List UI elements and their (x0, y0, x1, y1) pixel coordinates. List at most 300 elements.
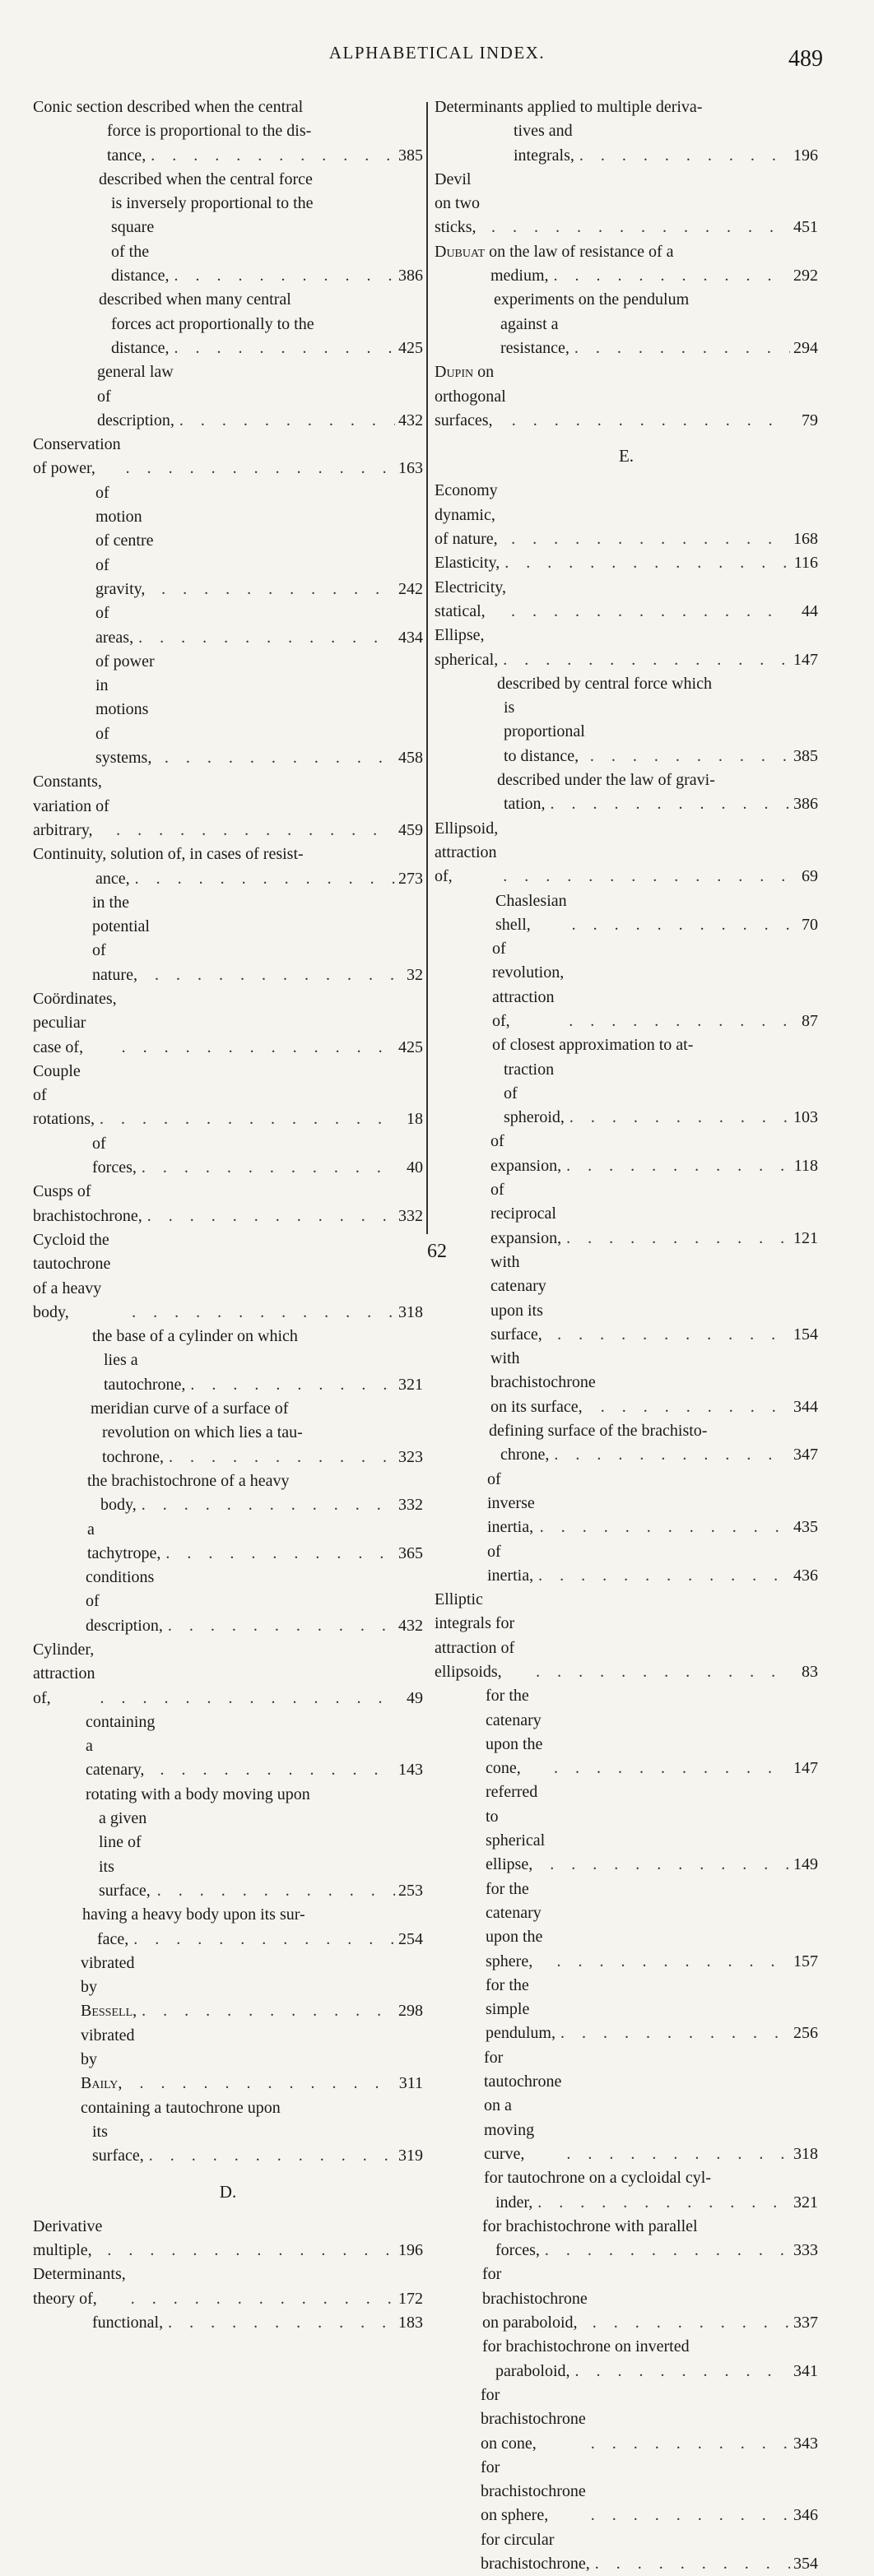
dot-leader (133, 626, 395, 650)
entry-heading: Continuity, solution of, in cases of resist- (33, 845, 304, 864)
entry-text (33, 1638, 95, 1710)
entry-heading: Economy dynamic, of nature, (435, 481, 498, 549)
entry-text (486, 1877, 552, 1974)
dot-leader (155, 1758, 395, 1782)
index-entry (33, 313, 423, 337)
column-divider (426, 102, 428, 1234)
page-ref: 157 (793, 1952, 818, 1970)
dot-leader (170, 264, 395, 288)
entry-heading: tation, (504, 795, 546, 814)
index-entry (435, 168, 818, 240)
dot-leader (174, 409, 395, 433)
entry-text (33, 433, 121, 481)
dot-leader (135, 2072, 395, 2096)
dot-leader (144, 2144, 395, 2168)
entry-text (482, 2335, 818, 2359)
entry-text (481, 2383, 586, 2456)
index-entry (33, 1807, 423, 1903)
index-entry (33, 433, 423, 481)
entry-heading: containing a catenary, (86, 1712, 156, 1780)
page-ref: 79 (802, 411, 818, 429)
dot-leader (540, 2239, 790, 2263)
index-entry (435, 1419, 818, 1443)
entry-heading: Coördinates, peculiar case of, (33, 989, 117, 1056)
entry-text (435, 95, 818, 119)
entry-heading: rotating with a body moving upon (86, 1785, 310, 1803)
entry-heading: is proportional to distance, (504, 699, 585, 765)
page-ref: 168 (793, 530, 818, 549)
dot-leader (507, 409, 790, 433)
index-entry (435, 768, 818, 792)
page-ref: 83 (802, 1663, 818, 1681)
entry-heading: medium, (490, 267, 549, 285)
entry-heading: of motion of centre of gravity, (95, 483, 154, 598)
entry-text (504, 792, 546, 816)
entry-heading: square of the distance, (111, 218, 170, 285)
index-entry (33, 1952, 423, 2024)
index-entry (33, 2263, 423, 2311)
entry-text (504, 1058, 565, 1130)
entry-heading: for the catenary upon the cone, (486, 1687, 543, 1778)
entry-text (33, 987, 117, 1060)
page-ref: 311 (398, 2074, 423, 2093)
page-ref: 323 (398, 1447, 423, 1466)
entry-text (495, 889, 567, 938)
page-ref: 332 (398, 1206, 423, 1225)
index-entry (435, 1347, 818, 1419)
dot-leader (95, 1687, 395, 1710)
entry-heading: for brachistochrone on inverted (482, 2337, 690, 2356)
dot-leader (163, 2311, 395, 2335)
dot-leader (552, 1323, 790, 1347)
index-entry (33, 2120, 423, 2169)
entry-heading: distance, (111, 338, 170, 357)
dot-leader (163, 1614, 395, 1638)
entry-heading: of inertia, (487, 1542, 534, 1585)
index-entry (33, 1421, 423, 1445)
index-entry (33, 2215, 423, 2263)
entry-text (102, 1421, 423, 1445)
index-entry (435, 1130, 818, 1178)
entry-text (482, 2263, 588, 2335)
entry-heading: defining surface of the brachisto- (489, 1422, 708, 1441)
index-entry (33, 168, 423, 192)
page-ref: 18 (407, 1110, 423, 1129)
entry-text (435, 479, 506, 551)
running-header: ALPHABETICAL INDEX. (328, 43, 546, 63)
page-ref: 385 (793, 746, 818, 765)
dot-leader (137, 1493, 395, 1517)
page-ref: 425 (398, 1037, 423, 1056)
page-ref: 385 (398, 146, 423, 165)
index-entry (435, 2383, 818, 2456)
entry-heading: with catenary upon its surface, (490, 1252, 546, 1344)
page-ref: 147 (793, 1759, 818, 1778)
page-ref: 196 (398, 2241, 423, 2260)
page-ref: 458 (398, 749, 423, 768)
entry-text (95, 867, 130, 891)
page-ref: 343 (793, 2434, 818, 2453)
page-ref: 40 (407, 1158, 423, 1177)
dot-leader (486, 216, 790, 239)
index-entry (435, 2239, 818, 2263)
dot-leader (586, 2432, 790, 2456)
index-entry (33, 1903, 423, 1927)
page-ref: 436 (793, 1566, 818, 1585)
page-ref: 118 (793, 1156, 818, 1175)
dot-leader (506, 527, 790, 551)
entry-heading: described when many central (99, 290, 291, 309)
page-ref: 154 (793, 1325, 818, 1344)
entry-text (111, 216, 170, 288)
index-entry (435, 2360, 818, 2383)
entry-text (487, 1540, 533, 1589)
entry-heading: conditions of description, (86, 1568, 163, 1635)
page-number: 489 (788, 46, 823, 72)
dot-leader (549, 264, 790, 288)
entry-heading: of expansion, (490, 1132, 562, 1175)
entry-text (107, 119, 423, 143)
entry-text (97, 1928, 128, 1952)
page-ref: 432 (398, 1616, 423, 1635)
entry-heading: vibrated by (81, 1953, 135, 1997)
entry-text (514, 119, 574, 168)
entry-text (435, 624, 498, 672)
entry-heading: for tautochrone on a cycloidal cyl- (484, 2169, 711, 2188)
page-ref: 196 (793, 146, 818, 165)
dot-leader (567, 913, 790, 937)
entry-text (486, 1684, 549, 1780)
index-entry (33, 1325, 423, 1348)
dot-leader (556, 2021, 790, 2045)
index-entry (33, 867, 423, 891)
entry-text (500, 313, 569, 361)
dot-leader (498, 865, 790, 889)
entry-text (86, 1566, 163, 1638)
index-entry (435, 817, 818, 889)
index-entry (435, 1684, 818, 1780)
page-ref: 298 (398, 2002, 423, 2021)
entry-heading: Constants, variation of arbitrary, (33, 773, 109, 839)
page-ref: 103 (793, 1108, 818, 1127)
dot-leader (590, 2552, 790, 2576)
page-ref: 149 (793, 1855, 818, 1874)
entry-text (95, 650, 160, 770)
page-ref: 116 (793, 554, 818, 573)
entry-text (489, 1419, 818, 1443)
page-ref: 434 (398, 628, 423, 647)
index-entry (435, 889, 818, 938)
entry-text (102, 1446, 164, 1469)
entry-heading: described under the law of gravi- (497, 771, 715, 790)
page-ref: 256 (793, 2024, 818, 2043)
dot-leader (569, 337, 790, 360)
entry-heading: tochrone, (102, 1447, 164, 1466)
entry-heading: Couple of rotations, (33, 1061, 95, 1129)
entry-text (494, 288, 818, 312)
entry-heading: the base of a cylinder on which (92, 1327, 298, 1346)
author-name: Dubuat (435, 242, 486, 261)
entry-text (435, 168, 486, 240)
dot-leader (498, 648, 790, 672)
index-entry (435, 264, 818, 288)
entry-text (435, 240, 818, 264)
entry-text (87, 1469, 423, 1493)
index-entry (33, 1928, 423, 1952)
index-entry (435, 1468, 818, 1540)
index-entry (33, 601, 423, 650)
entry-heading: the brachistochrone of a heavy (87, 1471, 290, 1490)
index-entry (33, 2096, 423, 2120)
entry-text (100, 1493, 137, 1517)
page-ref: 318 (793, 2144, 818, 2163)
page-ref: 341 (793, 2361, 818, 2380)
entry-heading: meridian curve of a surface of (91, 1399, 289, 1418)
index-entry (435, 2166, 818, 2190)
entry-text (435, 576, 506, 624)
entry-text (492, 1033, 818, 1057)
entry-heading: chrone, (500, 1446, 550, 1464)
entry-heading: Electricity, statical, (435, 578, 506, 620)
entry-text (33, 842, 423, 866)
page-ref: 386 (793, 795, 818, 814)
index-entry (435, 1443, 818, 1467)
author-name: Bessell (81, 2002, 133, 2021)
page-ref: 451 (793, 218, 818, 237)
entry-heading: of areas, (95, 604, 134, 647)
entry-heading: for brachistochrone on paraboloid, (482, 2265, 588, 2332)
page-ref: 147 (793, 650, 818, 669)
entry-heading: body, (100, 1496, 137, 1515)
dot-leader (142, 1204, 395, 1228)
page-ref: 321 (793, 2193, 818, 2212)
index-entry (435, 2263, 818, 2335)
dot-leader (117, 1036, 395, 1060)
entry-heading: forces act proportionally to the (111, 314, 314, 333)
index-entry (33, 1638, 423, 1710)
entry-heading: Devil on two sticks, (435, 169, 480, 237)
entry-text (435, 1588, 531, 1684)
entry-text (490, 1130, 561, 1178)
index-entry (435, 2335, 818, 2359)
page-ref: 347 (793, 1446, 818, 1464)
dot-leader (533, 1564, 790, 1588)
dot-leader (546, 792, 790, 816)
entry-text (490, 1251, 552, 1347)
index-entry (33, 216, 423, 288)
entry-text (99, 1807, 152, 1903)
entry-text (492, 937, 564, 1033)
entry-heading: described by central force which (497, 674, 712, 693)
entry-heading: is inversely proportional to the (111, 194, 314, 213)
entry-heading: tives and integrals, (514, 122, 574, 165)
page-ref: 318 (398, 1302, 423, 1321)
entry-heading: Elasticity, (435, 554, 500, 573)
dot-leader (170, 337, 395, 360)
index-entry (33, 1518, 423, 1566)
index-entry (33, 987, 423, 1060)
page-ref: 333 (793, 2241, 818, 2260)
page-ref: 386 (398, 267, 423, 285)
dot-leader (549, 1443, 790, 1467)
dot-leader (185, 1373, 395, 1397)
dot-leader (585, 745, 790, 768)
index-entry (33, 650, 423, 770)
entry-heading: functional, (92, 2314, 164, 2332)
entry-text (490, 1178, 561, 1251)
entry-heading: a given line of its surface, (99, 1809, 151, 1900)
index-entry (33, 119, 423, 143)
index-entry (435, 1877, 818, 1974)
dot-leader (574, 144, 790, 168)
dot-leader (535, 1515, 790, 1539)
entry-text (92, 891, 150, 987)
dot-leader (156, 578, 395, 601)
page-ref: 354 (793, 2554, 818, 2573)
index-entry (33, 1446, 423, 1469)
entry-text (104, 1348, 185, 1397)
entry-text (486, 1974, 556, 2046)
page-ref: 432 (398, 411, 423, 429)
dot-leader (561, 2142, 790, 2166)
page-ref: 49 (407, 1688, 423, 1707)
author-name: Dupin (435, 363, 474, 382)
entry-heading: for tautochrone on a moving curve, (484, 2048, 562, 2163)
entry-heading: Chaslesian shell, (495, 891, 567, 934)
index-entry (33, 1710, 423, 1783)
entry-heading: Elliptic integrals for attraction of ellipsoids, (435, 1590, 515, 1681)
section-heading-d: D. (219, 2181, 237, 2202)
entry-heading: paraboloid, (495, 2361, 570, 2380)
index-entry (435, 2456, 818, 2528)
entry-heading: having a heavy body upon its sur- (82, 1905, 305, 1924)
page-ref: 292 (793, 267, 818, 285)
dot-leader (570, 2360, 790, 2383)
dot-leader (164, 1446, 395, 1469)
entry-heading: against a resistance, (500, 314, 569, 357)
index-entry (435, 240, 818, 264)
dot-leader (545, 1853, 790, 1877)
left-column (33, 95, 423, 2335)
page-ref: 321 (398, 1375, 423, 1394)
entry-text (86, 1710, 155, 1783)
page-ref: 242 (398, 579, 423, 598)
entry-text (81, 2096, 423, 2120)
dot-leader (111, 819, 395, 842)
entry-heading: its surface, (92, 2122, 144, 2165)
entry-heading: for circular brachistochrone, (481, 2530, 590, 2573)
entry-text (495, 2239, 540, 2263)
page-ref: 253 (398, 1881, 423, 1900)
dot-leader (130, 867, 395, 891)
index-entry (33, 1348, 423, 1397)
page-ref: 121 (793, 1228, 818, 1247)
dot-leader (506, 600, 790, 624)
entry-heading: of inverse inertia, (487, 1469, 535, 1537)
entry-text (481, 2456, 586, 2528)
dot-leader (137, 1999, 395, 2023)
index-entry (435, 288, 818, 312)
entry-heading: Cylinder, attraction of, (33, 1641, 95, 1707)
right-column (435, 95, 818, 2576)
entry-text (92, 2120, 144, 2169)
page-ref: 435 (793, 1518, 818, 1537)
dot-leader (127, 1301, 395, 1325)
index-entry (435, 313, 818, 361)
entry-text (504, 696, 585, 768)
dot-leader (588, 2311, 790, 2335)
entry-text (97, 360, 174, 433)
index-entry (435, 2215, 818, 2239)
index-entry (33, 891, 423, 987)
index-entry (33, 1180, 423, 1228)
entry-text (95, 601, 133, 650)
entry-text (490, 1347, 596, 1419)
entry-text (87, 1518, 160, 1566)
page-ref: 294 (793, 338, 818, 357)
dot-leader (160, 746, 395, 770)
entry-heading: revolution on which lies a tau- (102, 1423, 303, 1442)
dot-leader (126, 2287, 395, 2311)
entry-text (111, 192, 423, 216)
entry-text (82, 1903, 423, 1927)
dot-leader (137, 1156, 395, 1180)
index-entry (435, 1588, 818, 1684)
index-entry (435, 624, 818, 672)
entry-text (91, 1397, 423, 1421)
index-entry (435, 1058, 818, 1130)
page-ref: 365 (398, 1543, 423, 1562)
dot-leader (531, 1660, 790, 1684)
section-heading-e: E. (618, 446, 635, 466)
entry-heading: of reciprocal expansion, (490, 1181, 562, 1247)
index-entry (33, 95, 423, 119)
entry-text (33, 2263, 126, 2311)
index-entry (435, 360, 818, 433)
entry-text (497, 672, 818, 696)
index-entry (435, 1780, 818, 1877)
page-ref: 32 (407, 965, 423, 984)
entry-heading: for the catenary upon the sphere, (486, 1879, 543, 1970)
page-ref: 183 (398, 2314, 423, 2332)
entry-heading: Ellipsoid, attraction of, (435, 819, 499, 886)
entry-heading: Derivative multiple, (33, 2216, 103, 2260)
entry-text (92, 1325, 423, 1348)
page-ref: 69 (802, 867, 818, 886)
entry-heading: Determinants applied to multiple deriva- (435, 98, 703, 116)
dot-leader (160, 1542, 395, 1566)
entry-text (435, 817, 498, 889)
entry-heading: referred to spherical ellipse, (486, 1783, 546, 1874)
entry-text (99, 168, 423, 192)
index-entry (435, 2046, 818, 2166)
entry-heading: of revolution, attraction of, (492, 940, 565, 1030)
entry-heading: tance, (107, 146, 146, 165)
index-entry (33, 1060, 423, 1132)
dot-leader (150, 963, 395, 987)
index-entry (33, 1397, 423, 1421)
index-entry (435, 95, 818, 119)
index-entry (33, 192, 423, 216)
index-entry (33, 288, 423, 312)
page-ref: 344 (793, 1397, 818, 1416)
entry-text (111, 313, 423, 337)
entry-text (484, 2046, 561, 2166)
index-entry (435, 119, 818, 168)
index-entry (435, 551, 818, 575)
entry-heading: inder, (495, 2193, 533, 2212)
entry-text (95, 481, 156, 601)
